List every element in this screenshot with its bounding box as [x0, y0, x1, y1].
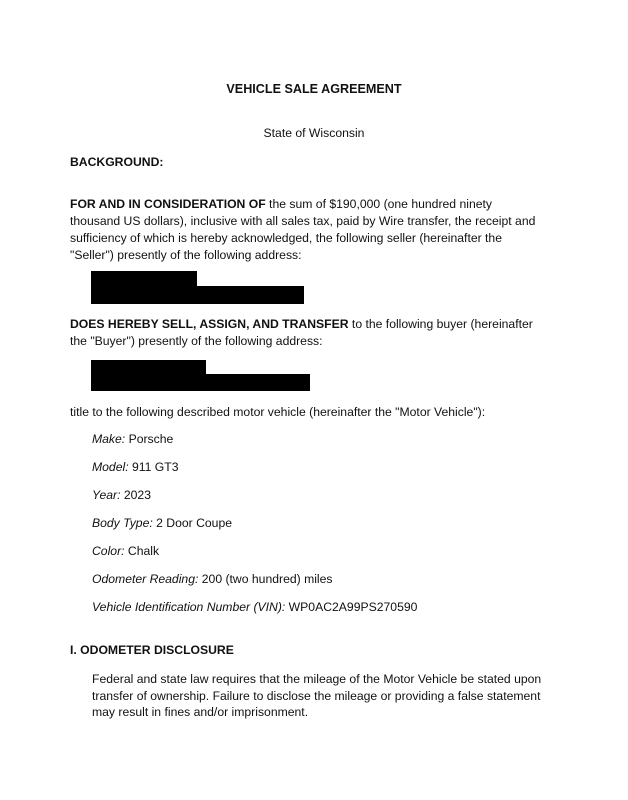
odometer-line: may result in fines and/or imprisonment. — [92, 705, 309, 719]
vehicle-odometer — [92, 572, 333, 586]
field-value: 911 GT3 — [128, 460, 179, 474]
odometer-line: Federal and state law requires that the mileage of the Motor Vehicle be stated upon — [92, 672, 542, 686]
field-value: 2023 — [120, 488, 151, 502]
vehicle-body-type — [92, 516, 232, 530]
document-title: VEHICLE SALE AGREEMENT — [226, 82, 402, 96]
vehicle-model — [92, 460, 179, 474]
consideration-line: "Seller") presently of the following address: — [70, 248, 302, 262]
field-label: Make: — [92, 432, 126, 446]
state-line: State of Wisconsin — [263, 126, 365, 140]
field-label: Model: — [92, 460, 129, 474]
vehicle-make — [92, 432, 173, 446]
field-label: Year: — [92, 488, 121, 502]
transfer-line: the "Buyer") presently of the following address: — [70, 334, 323, 348]
vehicle-year — [92, 488, 151, 502]
transfer-line: to the following buyer (hereinafter — [348, 317, 533, 331]
field-value: WP0AC2A99PS270590 — [285, 600, 418, 614]
field-label: Odometer Reading: — [92, 572, 199, 586]
field-label: Color: — [92, 544, 125, 558]
field-value: 2 Door Coupe — [152, 516, 233, 530]
seller-address-redaction — [91, 286, 304, 304]
odometer-paragraph — [92, 671, 562, 721]
buyer-address-redaction — [91, 374, 310, 391]
odometer-line: transfer of ownership. Failure to disclose the mileage or providing a false statement — [92, 688, 541, 703]
vehicle-intro: title to the following described motor vehicle (hereinafter the "Motor Vehicle"): — [70, 405, 486, 419]
vehicle-vin — [92, 600, 417, 614]
consideration-line: sufficiency of which is hereby acknowledged, the following seller (hereinafter the — [70, 231, 502, 245]
field-label: Body Type: — [92, 516, 153, 530]
vehicle-color — [92, 544, 159, 558]
field-label: Vehicle Identification Number (VIN): — [92, 600, 286, 614]
odometer-heading: I. ODOMETER DISCLOSURE — [70, 643, 234, 657]
consideration-line: thousand US dollars), inclusive with all sales tax, paid by Wire transfer, the receipt and — [70, 214, 536, 228]
consideration-paragraph — [70, 196, 560, 264]
transfer-paragraph — [70, 316, 560, 350]
consideration-lead: FOR AND IN CONSIDERATION OF — [70, 197, 266, 211]
field-value: Chalk — [124, 544, 160, 558]
consideration-line: the sum of $190,000 (one hundred ninety — [265, 197, 492, 211]
field-value: 200 (two hundred) miles — [198, 572, 333, 586]
field-value: Porsche — [125, 432, 174, 446]
background-heading: BACKGROUND: — [70, 155, 164, 169]
transfer-lead: DOES HEREBY SELL, ASSIGN, AND TRANSFER — [70, 317, 349, 331]
